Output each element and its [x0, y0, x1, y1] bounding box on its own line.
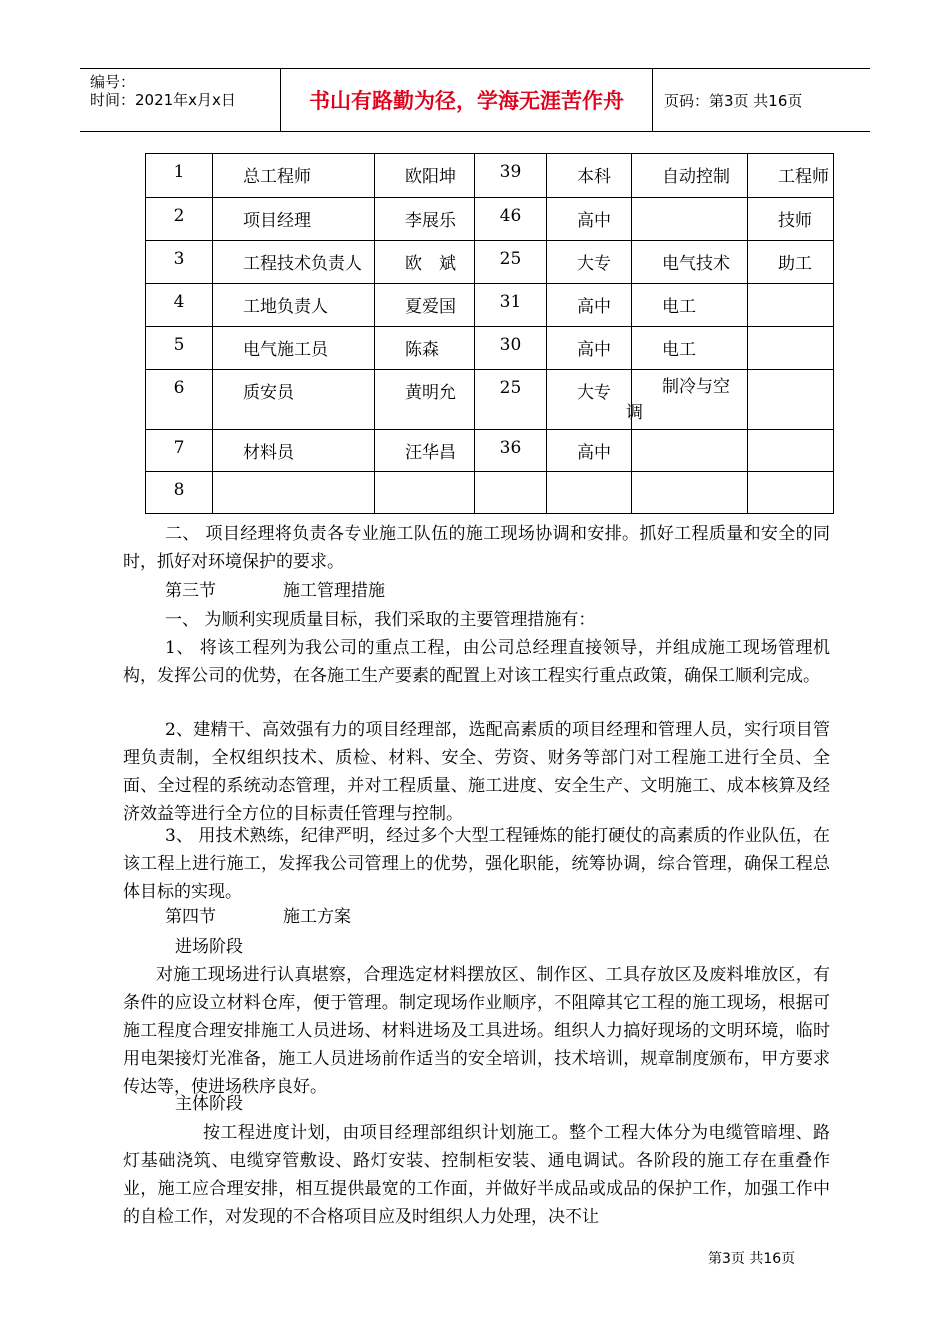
cell-age: 39: [475, 154, 547, 198]
cell-role: 材料员: [213, 430, 375, 472]
cell-name: [375, 472, 475, 514]
cell-name: 欧 斌: [375, 241, 475, 284]
cell-major: [632, 198, 748, 241]
cell-age: 25: [475, 241, 547, 284]
cell-major: 电气技术: [632, 241, 748, 284]
cell-education: 高中: [547, 430, 632, 472]
major-line-2: 调: [626, 403, 643, 423]
cell-education: 高中: [547, 284, 632, 327]
paragraph-manager: 二、 项目经理将负责各专业施工队伍的施工现场协调和安排。抓好工程质量和安全的同时，抓好对环境保护的要求。: [123, 524, 830, 572]
cell-education: [547, 472, 632, 514]
paragraph-measure-3: 3、 用技术熟练，纪律严明，经过多个大型工程锤炼的能打硬仗的高素质的作业队伍，在该工程上进行施工，发挥我公司管理上的优势，强化职能，统筹协调，综合管理，确保工程总体目标的实现。: [123, 826, 830, 902]
cell-title: [748, 327, 834, 370]
cell-title: 技师: [748, 198, 834, 241]
cell-name: 李展乐: [375, 198, 475, 241]
cell-no: 7: [146, 430, 213, 472]
cell-education: 高中: [547, 198, 632, 241]
serial-label: 编号：: [90, 73, 136, 91]
cell-role: 电气施工员: [213, 327, 375, 370]
header-divider: [652, 69, 653, 131]
cell-major: 电工: [632, 284, 748, 327]
date-label: 时间：2021年x月x日: [90, 91, 236, 109]
cell-role: [213, 472, 375, 514]
cell-no: 3: [146, 241, 213, 284]
cell-age: [475, 472, 547, 514]
cell-no: 1: [146, 154, 213, 198]
body-paragraph: [123, 634, 830, 690]
table-row: [146, 284, 834, 327]
cell-age: 30: [475, 327, 547, 370]
cell-title: [748, 472, 834, 514]
header-meta: [90, 69, 280, 131]
staff-table: [145, 153, 834, 514]
cell-major: [632, 430, 748, 472]
cell-name: 欧阳坤: [375, 154, 475, 198]
cell-age: 46: [475, 198, 547, 241]
cell-education: 大专: [547, 370, 632, 430]
cell-no: 2: [146, 198, 213, 241]
body-paragraph: [123, 822, 830, 906]
body-paragraph: [123, 520, 830, 576]
paragraph-measures-intro: 一、 为顺利实现质量目标，我们采取的主要管理措施有：: [165, 610, 596, 630]
paragraph-stage-2: 按工程进度计划，由项目经理部组织计划施工。整个工程大体分为电缆管暗埋、路灯基础浇筑、电缆穿管敷设、路灯安装、控制柜安装、通电调试。各阶段的施工存在重叠作业，施工应合理安排，相互提供最宽的工作面，并做好半成品或成品的保护工作，加强工作中的自检工作，对发现的不合格项目应及时组织人力处理，决不让: [123, 1123, 830, 1227]
cell-age: 36: [475, 430, 547, 472]
header-motto: 书山有路勤为径，学海无涯苦作舟: [309, 89, 624, 113]
cell-role: 总工程师: [213, 154, 375, 198]
cell-education: 本科: [547, 154, 632, 198]
table-row: [146, 327, 834, 370]
cell-no: 4: [146, 284, 213, 327]
table-row: [146, 370, 834, 430]
cell-name: 夏爱国: [375, 284, 475, 327]
cell-title: 工程师: [748, 154, 834, 198]
cell-name: 陈森: [375, 327, 475, 370]
section-3-number: 第三节: [165, 581, 216, 601]
table-row: [146, 430, 834, 472]
cell-role: 工程技术负责人: [213, 241, 375, 284]
cell-education: 高中: [547, 327, 632, 370]
body-paragraph: [123, 606, 830, 634]
section-4-title: 施工方案: [283, 907, 351, 927]
body-paragraph: [123, 716, 830, 828]
table-row: [146, 241, 834, 284]
table-row: [146, 198, 834, 241]
table-row: [146, 154, 834, 198]
cell-role: 工地负责人: [213, 284, 375, 327]
cell-name: 汪华昌: [375, 430, 475, 472]
section-4-number: 第四节: [165, 907, 216, 927]
cell-name: 黄明允: [375, 370, 475, 430]
major-wrapped: [626, 374, 747, 426]
body-paragraph: [123, 961, 830, 1101]
paragraph-stage-1: 对施工现场进行认真堪察，合理选定材料摆放区、制作区、工具存放区及废料堆放区，有条件的应设立材料仓库，便于管理。制定现场作业顺序，不阻障其它工程的施工现场，根据可施工程度合理安排施工人员进场、材料进场及工具进场。组织人力搞好现场的文明环境，临时用电架接灯光准备，施工人员进场前作适当的安全培训，技术培训，规章制度颁布，甲方要求传达等，使进场秩序良好。: [123, 965, 830, 1097]
page-footer: 第3页 共16页: [708, 1251, 796, 1267]
cell-major: 电工: [632, 327, 748, 370]
paragraph-measure-2: 2、建精干、高效强有力的项目经理部，选配高素质的项目经理和管理人员，实行项目管理负责制，全权组织技术、质检、材料、安全、劳资、财务等部门对工程施工进行全员、全面、全过程的系统动态管理，并对工程质量、施工进度、安全生产、文明施工、成本核算及经济效益等进行全方位的目标责任管理与控制。: [123, 720, 830, 824]
cell-major: 自动控制: [632, 154, 748, 198]
cell-title: [748, 284, 834, 327]
body-paragraph: [123, 1119, 830, 1231]
cell-role: 质安员: [213, 370, 375, 430]
section-3-title: 施工管理措施: [283, 581, 385, 601]
cell-title: [748, 430, 834, 472]
cell-age: 31: [475, 284, 547, 327]
cell-education: 大专: [547, 241, 632, 284]
cell-no: 6: [146, 370, 213, 430]
cell-age: 25: [475, 370, 547, 430]
table-row: [146, 472, 834, 514]
cell-title: 助工: [748, 241, 834, 284]
page-header: [80, 68, 870, 132]
major-line-1: 制冷与空: [662, 377, 730, 397]
cell-role: 项目经理: [213, 198, 375, 241]
stage-2-title: 主体阶段: [175, 1094, 243, 1114]
paragraph-measure-1: 1、 将该工程列为我公司的重点工程，由公司总经理直接领导，并组成施工现场管理机构，发挥公司的优势，在各施工生产要素的配置上对该工程实行重点政策，确保工顺利完成。: [123, 638, 830, 686]
cell-no: 8: [146, 472, 213, 514]
header-page-number: 页码：第3页 共16页: [664, 91, 803, 110]
cell-major: [632, 472, 748, 514]
cell-no: 5: [146, 327, 213, 370]
cell-title: [748, 370, 834, 430]
cell-major: [626, 370, 748, 430]
stage-1-title: 进场阶段: [175, 937, 243, 957]
